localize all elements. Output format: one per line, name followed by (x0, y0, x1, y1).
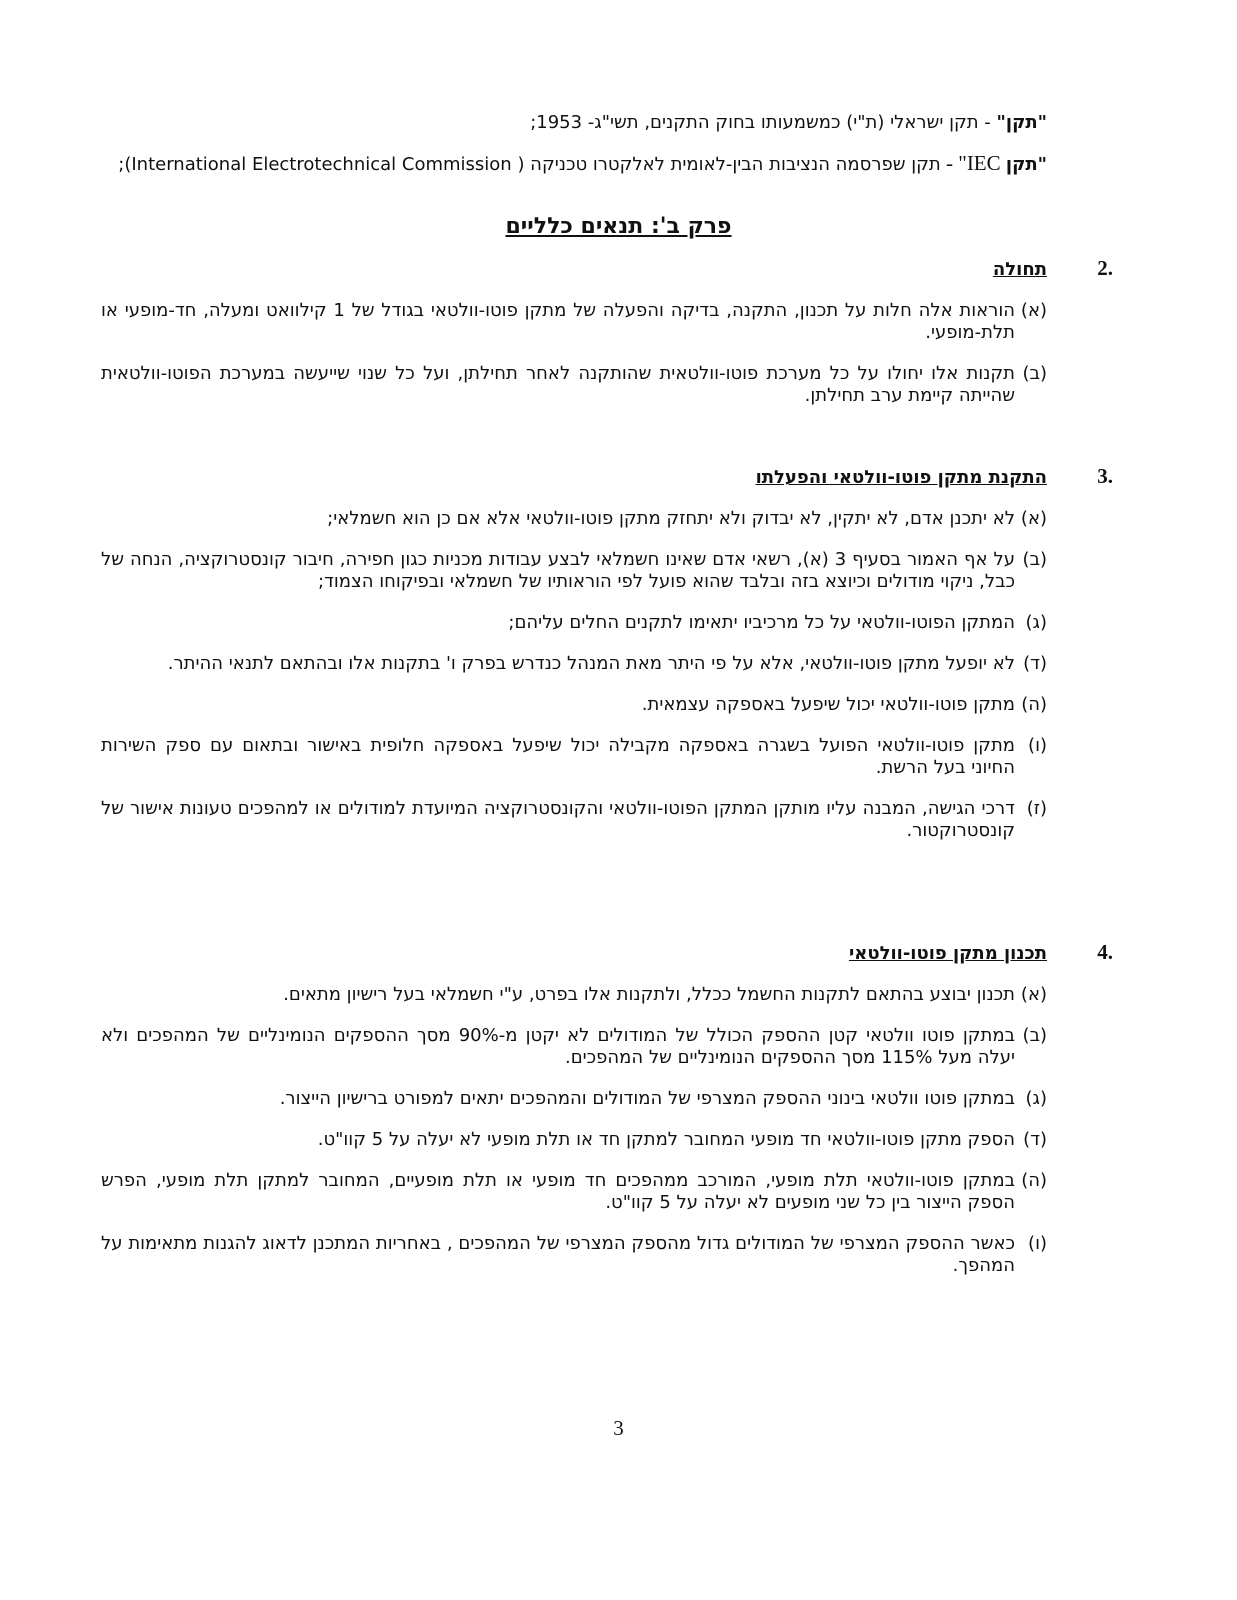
section-title: תכנון מתקן פוטו-וולטאי (848, 943, 1047, 964)
definition-text: תקן שפרסמה הנציבות הבין-לאומית לאלקטרו טכניקה ( International Electrotechnical Commission); (118, 154, 941, 175)
clause-label: (ה) (1021, 694, 1047, 715)
clause-item (101, 300, 1047, 344)
clause-label: (א) (1020, 508, 1047, 529)
clause-text: מתקן פוטו-וולטאי יכול שיפעל באספקה עצמאית. (641, 694, 1015, 715)
section-heading (101, 256, 1113, 290)
clause-text: המתקן הפוטו-וולטאי על כל מרכיביו יתאימו לתקנים החלים עליהם; (508, 612, 1015, 633)
definition-iec-standard (101, 149, 1047, 179)
clause-label: (ו) (1028, 1233, 1047, 1254)
clause-text: על אף האמור בסעיף 3 (א), רשאי אדם שאינו חשמלאי לבצע עבודות מכניות כגון חפירה, חיבור קונסטרוקציה, הנחה של כבל, ניקוי מודולים וכיוצא בזה ובלבד שהוא פועל לפי הוראותיו של חשמלאי ובפיקוחו הצמוד; (101, 549, 1016, 592)
definition-standard (101, 108, 1047, 137)
clause-item (101, 1233, 1047, 1277)
clause-label: (ב) (1022, 1025, 1047, 1046)
section-number: 4. (1097, 940, 1113, 964)
clause-text: מתקן פוטו-וולטאי הפועל בשגרה באספקה מקבילה יכול שיפעל באספקה חלופית באישור ובתאום עם ספק השירות החיוני בעל הרשת. (101, 735, 1015, 778)
clause-item (101, 612, 1047, 634)
clause-list (101, 508, 1113, 842)
clause-item (101, 735, 1047, 779)
clause-item (101, 549, 1047, 593)
clause-text: תקנות אלו יחולו על כל מערכת פוטו-וולטאית שהותקנה לאחר תחילתן, ועל כל שנוי שייעשה במערכת הפוטו-וולטאית שהייתה קיימת ערב תחילתן. (101, 363, 1015, 406)
section-heading (101, 940, 1113, 974)
clause-label: (ו) (1028, 735, 1047, 756)
clause-text: במתקן פוטו-וולטאי תלת מופעי, המורכב ממהפכים חד מופעי או תלת מופעיים, המחובר למתקן תלת מופעי, הפרש הספק הייצור בין כל שני מופעים לא יעלה על 5 קוו"ט. (101, 1170, 1015, 1213)
clause-label: (ב) (1022, 363, 1047, 384)
clause-item (101, 508, 1047, 530)
clause-item (101, 694, 1047, 716)
definition-term: "תקן (1005, 154, 1047, 175)
clause-label: (ד) (1023, 1129, 1047, 1150)
clause-label: (ז) (1026, 798, 1047, 819)
definition-text: - תקן ישראלי (ת"י) כמשמעותו בחוק התקנים, תשי"ג- 1953; (530, 112, 997, 133)
page-number: 3 (613, 1416, 624, 1440)
definition-term: "תקן" (996, 112, 1047, 133)
clause-list (101, 300, 1113, 407)
clause-item (101, 653, 1047, 675)
clause-item (101, 984, 1047, 1006)
clause-text: הספק מתקן פוטו-וולטאי חד מופעי המחובר למתקן חד או תלת מופעי לא יעלה על 5 קוו"ט. (317, 1129, 1015, 1150)
clause-list (101, 984, 1113, 1277)
section-3 (101, 464, 1113, 861)
clause-text: לא יופעל מתקן פוטו-וולטאי, אלא על פי היתר מאת המנהל כנדרש בפרק ו' בתקנות אלו ובהתאם לתנאי ההיתר. (167, 653, 1015, 674)
clause-label: (א) (1020, 984, 1047, 1005)
clause-label: (ה) (1021, 1170, 1047, 1191)
definitions (101, 108, 1047, 191)
section-2 (101, 256, 1113, 426)
clause-item (101, 798, 1047, 842)
clause-item (101, 363, 1047, 407)
clause-label: (ג) (1025, 612, 1047, 633)
definition-iec-prefix: IEC" - (940, 151, 1006, 175)
clause-label: (ג) (1025, 1088, 1047, 1109)
clause-item (101, 1129, 1047, 1151)
clause-item (101, 1025, 1047, 1069)
clause-item (101, 1170, 1047, 1214)
clause-text: לא יתכנן אדם, לא יתקין, לא יבדוק ולא יתחזק מתקן פוטו-וולטאי אלא אם כן הוא חשמלאי; (327, 508, 1015, 529)
chapter-title: פרק ב': תנאים כלליים (505, 214, 732, 239)
clause-label: (ב) (1022, 549, 1047, 570)
section-number: 2. (1097, 256, 1113, 280)
clause-label: (ד) (1023, 653, 1047, 674)
clause-text: דרכי הגישה, המבנה עליו מותקן המתקן הפוטו-וולטאי והקונסטרוקציה המיועדת למודולים או למהפכים טעונות אישור של קונסטרוקטור. (101, 798, 1015, 841)
section-title: התקנת מתקן פוטו-וולטאי והפעלתו (755, 467, 1047, 488)
clause-text: תכנון יבוצע בהתאם לתקנות החשמל ככלל, ולתקנות אלו בפרט, ע"י חשמלאי בעל רישיון מתאים. (283, 984, 1015, 1005)
section-4 (101, 940, 1113, 1296)
clause-text: כאשר ההספק המצרפי של המודולים גדול מהספק המצרפי של המהפכים , באחריות המתכנן לדאוג להגנות מתאימות על המהפך. (101, 1233, 1015, 1276)
section-heading (101, 464, 1113, 498)
clause-text: במתקן פוטו וולטאי בינוני ההספק המצרפי של המודולים והמהפכים יתאים למפורט ברישיון הייצור. (279, 1088, 1015, 1109)
clause-item (101, 1088, 1047, 1110)
clause-text: במתקן פוטו וולטאי קטן ההספק הכולל של המודולים לא יקטן מ-90% מסך ההספקים הנומינליים של המהפכים ולא יעלה מעל 115% מסך ההספקים הנומינליים של המהפכים. (101, 1025, 1015, 1068)
section-number: 3. (1097, 464, 1113, 488)
clause-text: הוראות אלה חלות על תכנון, התקנה, בדיקה והפעלה של מתקן פוטו-וולטאי בגודל של 1 קילוואט ומעלה, חד-מופעי או תלת-מופעי. (101, 300, 1016, 343)
clause-label: (א) (1020, 300, 1047, 321)
section-title: תחולה (992, 259, 1047, 280)
